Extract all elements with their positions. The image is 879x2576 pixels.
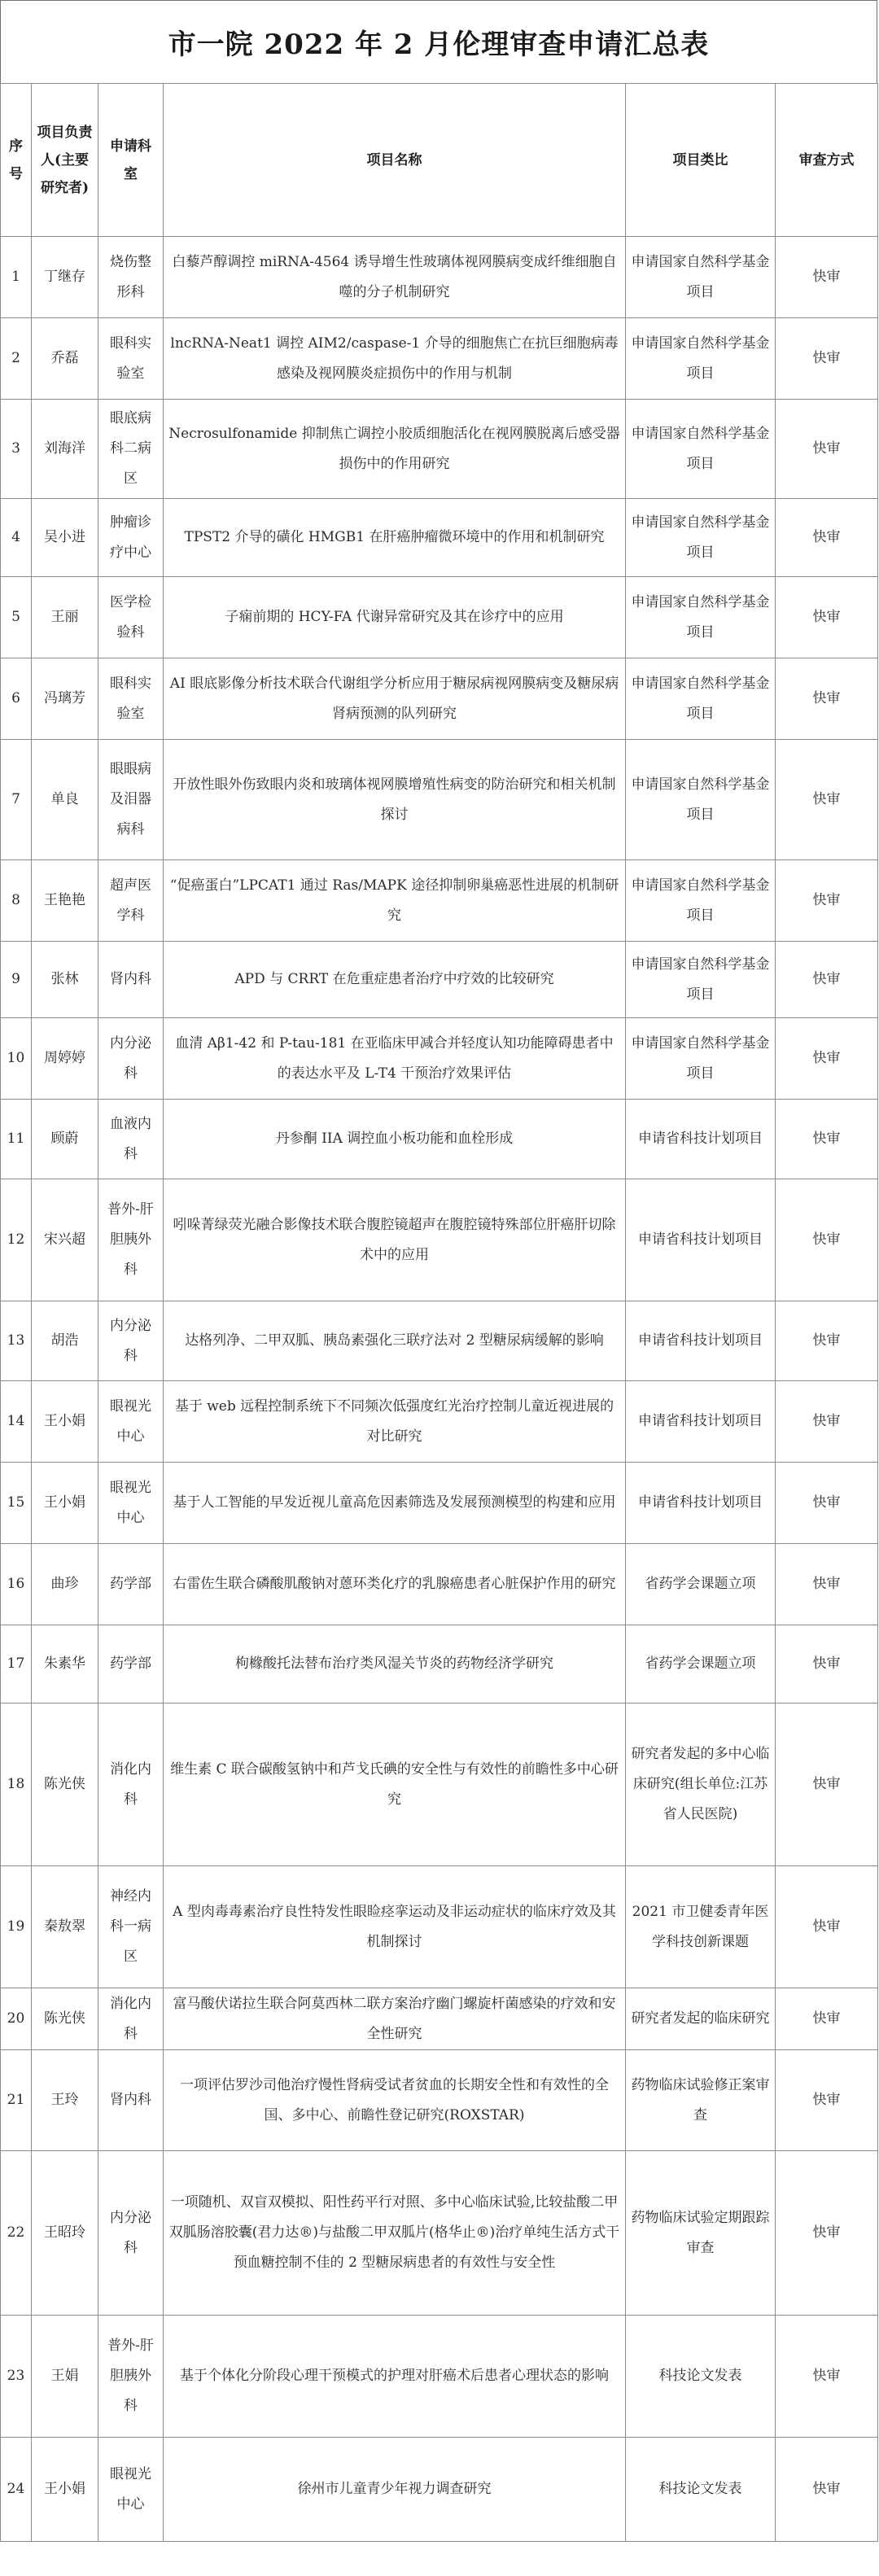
cell-leader: 王娟 (32, 2316, 98, 2438)
cell-leader: 刘海洋 (32, 400, 98, 499)
cell-leader: 丁继存 (32, 237, 98, 318)
cell-leader: 秦敖翠 (32, 1866, 98, 1988)
table-row (1, 577, 878, 658)
cell-type: 药物临床试验修正案审查 (626, 2050, 776, 2151)
cell-project: 白藜芦醇调控 miRNA-4564 诱导增生性玻璃体视网膜病变成纤维细胞自噬的分子机制研究 (164, 237, 626, 318)
cell-dept: 药学部 (98, 1625, 164, 1703)
cell-type: 研究者发起的多中心临床研究(组长单位:江苏省人民医院) (626, 1703, 776, 1866)
header-seq: 序号 (1, 84, 32, 237)
cell-type: 研究者发起的临床研究 (626, 1988, 776, 2050)
cell-dept: 眼底病科二病区 (98, 400, 164, 499)
cell-dept: 内分泌科 (98, 1018, 164, 1100)
cell-method: 快审 (776, 499, 878, 577)
cell-project: 吲哚菁绿荧光融合影像技术联合腹腔镜超声在腹腔镜特殊部位肝癌肝切除术中的应用 (164, 1179, 626, 1301)
table-row (1, 2438, 878, 2542)
cell-leader: 陈光侠 (32, 1703, 98, 1866)
cell-leader: 曲珍 (32, 1544, 98, 1625)
cell-project: lncRNA-Neat1 调控 AIM2/caspase-1 介导的细胞焦亡在抗巨细胞病毒感染及视网膜炎症损伤中的作用与机制 (164, 318, 626, 400)
cell-type: 申请国家自然科学基金项目 (626, 860, 776, 942)
cell-method: 快审 (776, 1544, 878, 1625)
cell-seq: 2 (1, 318, 32, 400)
cell-dept: 肿瘤诊疗中心 (98, 499, 164, 577)
table-row (1, 1544, 878, 1625)
cell-project: 右雷佐生联合磷酸肌酸钠对蒽环类化疗的乳腺癌患者心脏保护作用的研究 (164, 1544, 626, 1625)
cell-seq: 15 (1, 1463, 32, 1544)
cell-dept: 烧伤整形科 (98, 237, 164, 318)
cell-seq: 4 (1, 499, 32, 577)
cell-type: 申请国家自然科学基金项目 (626, 237, 776, 318)
cell-project: 子痫前期的 HCY-FA 代谢异常研究及其在诊疗中的应用 (164, 577, 626, 658)
cell-seq: 13 (1, 1301, 32, 1381)
table-row (1, 860, 878, 942)
cell-seq: 7 (1, 740, 32, 860)
cell-project: 基于个体化分阶段心理干预模式的护理对肝癌术后患者心理状态的影响 (164, 2316, 626, 2438)
cell-leader: 王丽 (32, 577, 98, 658)
cell-method: 快审 (776, 2438, 878, 2542)
table-row (1, 658, 878, 740)
cell-dept: 消化内科 (98, 1988, 164, 2050)
cell-type: 申请省科技计划项目 (626, 1301, 776, 1381)
cell-dept: 神经内科一病区 (98, 1866, 164, 1988)
cell-project: A 型肉毒毒素治疗良性特发性眼睑痉挛运动及非运动症状的临床疗效及其机制探讨 (164, 1866, 626, 1988)
cell-project: 枸橼酸托法替布治疗类风湿关节炎的药物经济学研究 (164, 1625, 626, 1703)
table-row (1, 1703, 878, 1866)
cell-type: 申请省科技计划项目 (626, 1100, 776, 1179)
table-row (1, 1381, 878, 1463)
cell-dept: 眼眼病及泪器病科 (98, 740, 164, 860)
cell-dept: 内分泌科 (98, 2151, 164, 2316)
cell-dept: 眼视光中心 (98, 1381, 164, 1463)
cell-seq: 3 (1, 400, 32, 499)
header-dept: 申请科室 (98, 84, 164, 237)
table-row (1, 318, 878, 400)
cell-leader: 顾蔚 (32, 1100, 98, 1179)
header-type: 项目类比 (626, 84, 776, 237)
cell-type: 申请国家自然科学基金项目 (626, 740, 776, 860)
table-row (1, 1866, 878, 1988)
cell-dept: 眼科实验室 (98, 318, 164, 400)
table-row (1, 1625, 878, 1703)
cell-seq: 16 (1, 1544, 32, 1625)
table-row (1, 1988, 878, 2050)
cell-method: 快审 (776, 860, 878, 942)
cell-project: 达格列净、二甲双胍、胰岛素强化三联疗法对 2 型糖尿病缓解的影响 (164, 1301, 626, 1381)
table-row (1, 2050, 878, 2151)
cell-leader: 张林 (32, 942, 98, 1018)
cell-type: 申请省科技计划项目 (626, 1381, 776, 1463)
cell-method: 快审 (776, 400, 878, 499)
cell-leader: 王昭玲 (32, 2151, 98, 2316)
cell-seq: 23 (1, 2316, 32, 2438)
cell-dept: 药学部 (98, 1544, 164, 1625)
cell-seq: 10 (1, 1018, 32, 1100)
cell-method: 快审 (776, 658, 878, 740)
cell-project: 一项随机、双盲双模拟、阳性药平行对照、多中心临床试验,比较盐酸二甲双胍肠溶胶囊(君力达®)与盐酸二甲双胍片(格华止®)治疗单纯生活方式干预血糖控制不佳的 2 型糖尿病患者的有效性与安全性 (164, 2151, 626, 2316)
cell-dept: 血液内科 (98, 1100, 164, 1179)
cell-seq: 21 (1, 2050, 32, 2151)
cell-project: TPST2 介导的磺化 HMGB1 在肝癌肿瘤微环境中的作用和机制研究 (164, 499, 626, 577)
cell-leader: 王小娟 (32, 2438, 98, 2542)
cell-project: 徐州市儿童青少年视力调查研究 (164, 2438, 626, 2542)
cell-project: 维生素 C 联合碳酸氢钠中和芦戈氏碘的安全性与有效性的前瞻性多中心研究 (164, 1703, 626, 1866)
cell-dept: 眼视光中心 (98, 1463, 164, 1544)
cell-seq: 9 (1, 942, 32, 1018)
cell-dept: 眼科实验室 (98, 658, 164, 740)
table-row (1, 740, 878, 860)
cell-dept: 普外-肝胆胰外科 (98, 2316, 164, 2438)
cell-method: 快审 (776, 942, 878, 1018)
cell-seq: 24 (1, 2438, 32, 2542)
table-row (1, 499, 878, 577)
header-row (1, 84, 878, 237)
table-body (1, 237, 878, 2542)
table-row (1, 400, 878, 499)
cell-method: 快审 (776, 1866, 878, 1988)
cell-method: 快审 (776, 1988, 878, 2050)
table-row (1, 1301, 878, 1381)
cell-seq: 6 (1, 658, 32, 740)
cell-project: Necrosulfonamide 抑制焦亡调控小胶质细胞活化在视网膜脱离后感受器损伤中的作用研究 (164, 400, 626, 499)
header-leader: 项目负责人(主要研究者) (32, 84, 98, 237)
review-table (0, 83, 878, 2542)
cell-seq: 18 (1, 1703, 32, 1866)
cell-method: 快审 (776, 1703, 878, 1866)
header-method: 审查方式 (776, 84, 878, 237)
cell-leader: 单良 (32, 740, 98, 860)
cell-dept: 医学检验科 (98, 577, 164, 658)
cell-project: 基于人工智能的早发近视儿童高危因素筛选及发展预测模型的构建和应用 (164, 1463, 626, 1544)
cell-method: 快审 (776, 1179, 878, 1301)
cell-type: 申请国家自然科学基金项目 (626, 1018, 776, 1100)
cell-seq: 22 (1, 2151, 32, 2316)
cell-leader: 乔磊 (32, 318, 98, 400)
cell-seq: 19 (1, 1866, 32, 1988)
cell-method: 快审 (776, 1381, 878, 1463)
cell-leader: 朱素华 (32, 1625, 98, 1703)
cell-project: APD 与 CRRT 在危重症患者治疗中疗效的比较研究 (164, 942, 626, 1018)
cell-project: AI 眼底影像分析技术联合代谢组学分析应用于糖尿病视网膜病变及糖尿病肾病预测的队列研究 (164, 658, 626, 740)
table-row (1, 1018, 878, 1100)
cell-leader: 王小娟 (32, 1381, 98, 1463)
cell-method: 快审 (776, 577, 878, 658)
cell-type: 省药学会课题立项 (626, 1544, 776, 1625)
cell-seq: 1 (1, 237, 32, 318)
cell-type: 申请国家自然科学基金项目 (626, 400, 776, 499)
cell-project: 一项评估罗沙司他治疗慢性肾病受试者贫血的长期安全性和有效性的全国、多中心、前瞻性登记研究(ROXSTAR) (164, 2050, 626, 2151)
cell-project: 血清 Aβ1-42 和 P-tau-181 在亚临床甲减合并轻度认知功能障碍患者中的表达水平及 L-T4 干预治疗效果评估 (164, 1018, 626, 1100)
cell-seq: 17 (1, 1625, 32, 1703)
page-title: 市一院 2022 年 2 月伦理审查申请汇总表 (0, 0, 877, 84)
cell-leader: 王小娟 (32, 1463, 98, 1544)
cell-project: 富马酸伏诺拉生联合阿莫西林二联方案治疗幽门螺旋杆菌感染的疗效和安全性研究 (164, 1988, 626, 2050)
table-row (1, 942, 878, 1018)
cell-seq: 20 (1, 1988, 32, 2050)
cell-method: 快审 (776, 1625, 878, 1703)
cell-project: 基于 web 远程控制系统下不同频次低强度红光治疗控制儿童近视进展的对比研究 (164, 1381, 626, 1463)
cell-type: 申请省科技计划项目 (626, 1179, 776, 1301)
cell-seq: 14 (1, 1381, 32, 1463)
cell-type: 2021 市卫健委青年医学科技创新课题 (626, 1866, 776, 1988)
cell-dept: 内分泌科 (98, 1301, 164, 1381)
cell-dept: 肾内科 (98, 2050, 164, 2151)
cell-method: 快审 (776, 2316, 878, 2438)
table-row (1, 237, 878, 318)
cell-leader: 陈光侠 (32, 1988, 98, 2050)
cell-leader: 胡浩 (32, 1301, 98, 1381)
cell-seq: 11 (1, 1100, 32, 1179)
cell-method: 快审 (776, 1018, 878, 1100)
cell-seq: 5 (1, 577, 32, 658)
cell-project: 开放性眼外伤致眼内炎和玻璃体视网膜增殖性病变的防治研究和相关机制探讨 (164, 740, 626, 860)
cell-type: 申请省科技计划项目 (626, 1463, 776, 1544)
table-row (1, 1179, 878, 1301)
cell-type: 申请国家自然科学基金项目 (626, 577, 776, 658)
header-project: 项目名称 (164, 84, 626, 237)
cell-dept: 普外-肝胆胰外科 (98, 1179, 164, 1301)
cell-method: 快审 (776, 318, 878, 400)
cell-method: 快审 (776, 1301, 878, 1381)
cell-dept: 肾内科 (98, 942, 164, 1018)
cell-type: 科技论文发表 (626, 2438, 776, 2542)
table-row (1, 2316, 878, 2438)
cell-method: 快审 (776, 2151, 878, 2316)
cell-project: 丹参酮 IIA 调控血小板功能和血栓形成 (164, 1100, 626, 1179)
table-row (1, 2151, 878, 2316)
table-row (1, 1463, 878, 1544)
cell-method: 快审 (776, 740, 878, 860)
cell-dept: 眼视光中心 (98, 2438, 164, 2542)
cell-leader: 王艳艳 (32, 860, 98, 942)
cell-type: 申请国家自然科学基金项目 (626, 318, 776, 400)
cell-leader: 宋兴超 (32, 1179, 98, 1301)
cell-leader: 周婷婷 (32, 1018, 98, 1100)
cell-type: 科技论文发表 (626, 2316, 776, 2438)
cell-type: 药物临床试验定期跟踪审查 (626, 2151, 776, 2316)
cell-leader: 吴小进 (32, 499, 98, 577)
cell-type: 省药学会课题立项 (626, 1625, 776, 1703)
cell-project: “促癌蛋白”LPCAT1 通过 Ras/MAPK 途径抑制卵巢癌恶性进展的机制研究 (164, 860, 626, 942)
cell-seq: 8 (1, 860, 32, 942)
cell-method: 快审 (776, 1100, 878, 1179)
cell-method: 快审 (776, 237, 878, 318)
table-row (1, 1100, 878, 1179)
cell-seq: 12 (1, 1179, 32, 1301)
cell-leader: 王玲 (32, 2050, 98, 2151)
cell-leader: 冯璃芳 (32, 658, 98, 740)
cell-type: 申请国家自然科学基金项目 (626, 942, 776, 1018)
cell-type: 申请国家自然科学基金项目 (626, 658, 776, 740)
cell-type: 申请国家自然科学基金项目 (626, 499, 776, 577)
cell-dept: 超声医学科 (98, 860, 164, 942)
cell-dept: 消化内科 (98, 1703, 164, 1866)
cell-method: 快审 (776, 2050, 878, 2151)
cell-method: 快审 (776, 1463, 878, 1544)
